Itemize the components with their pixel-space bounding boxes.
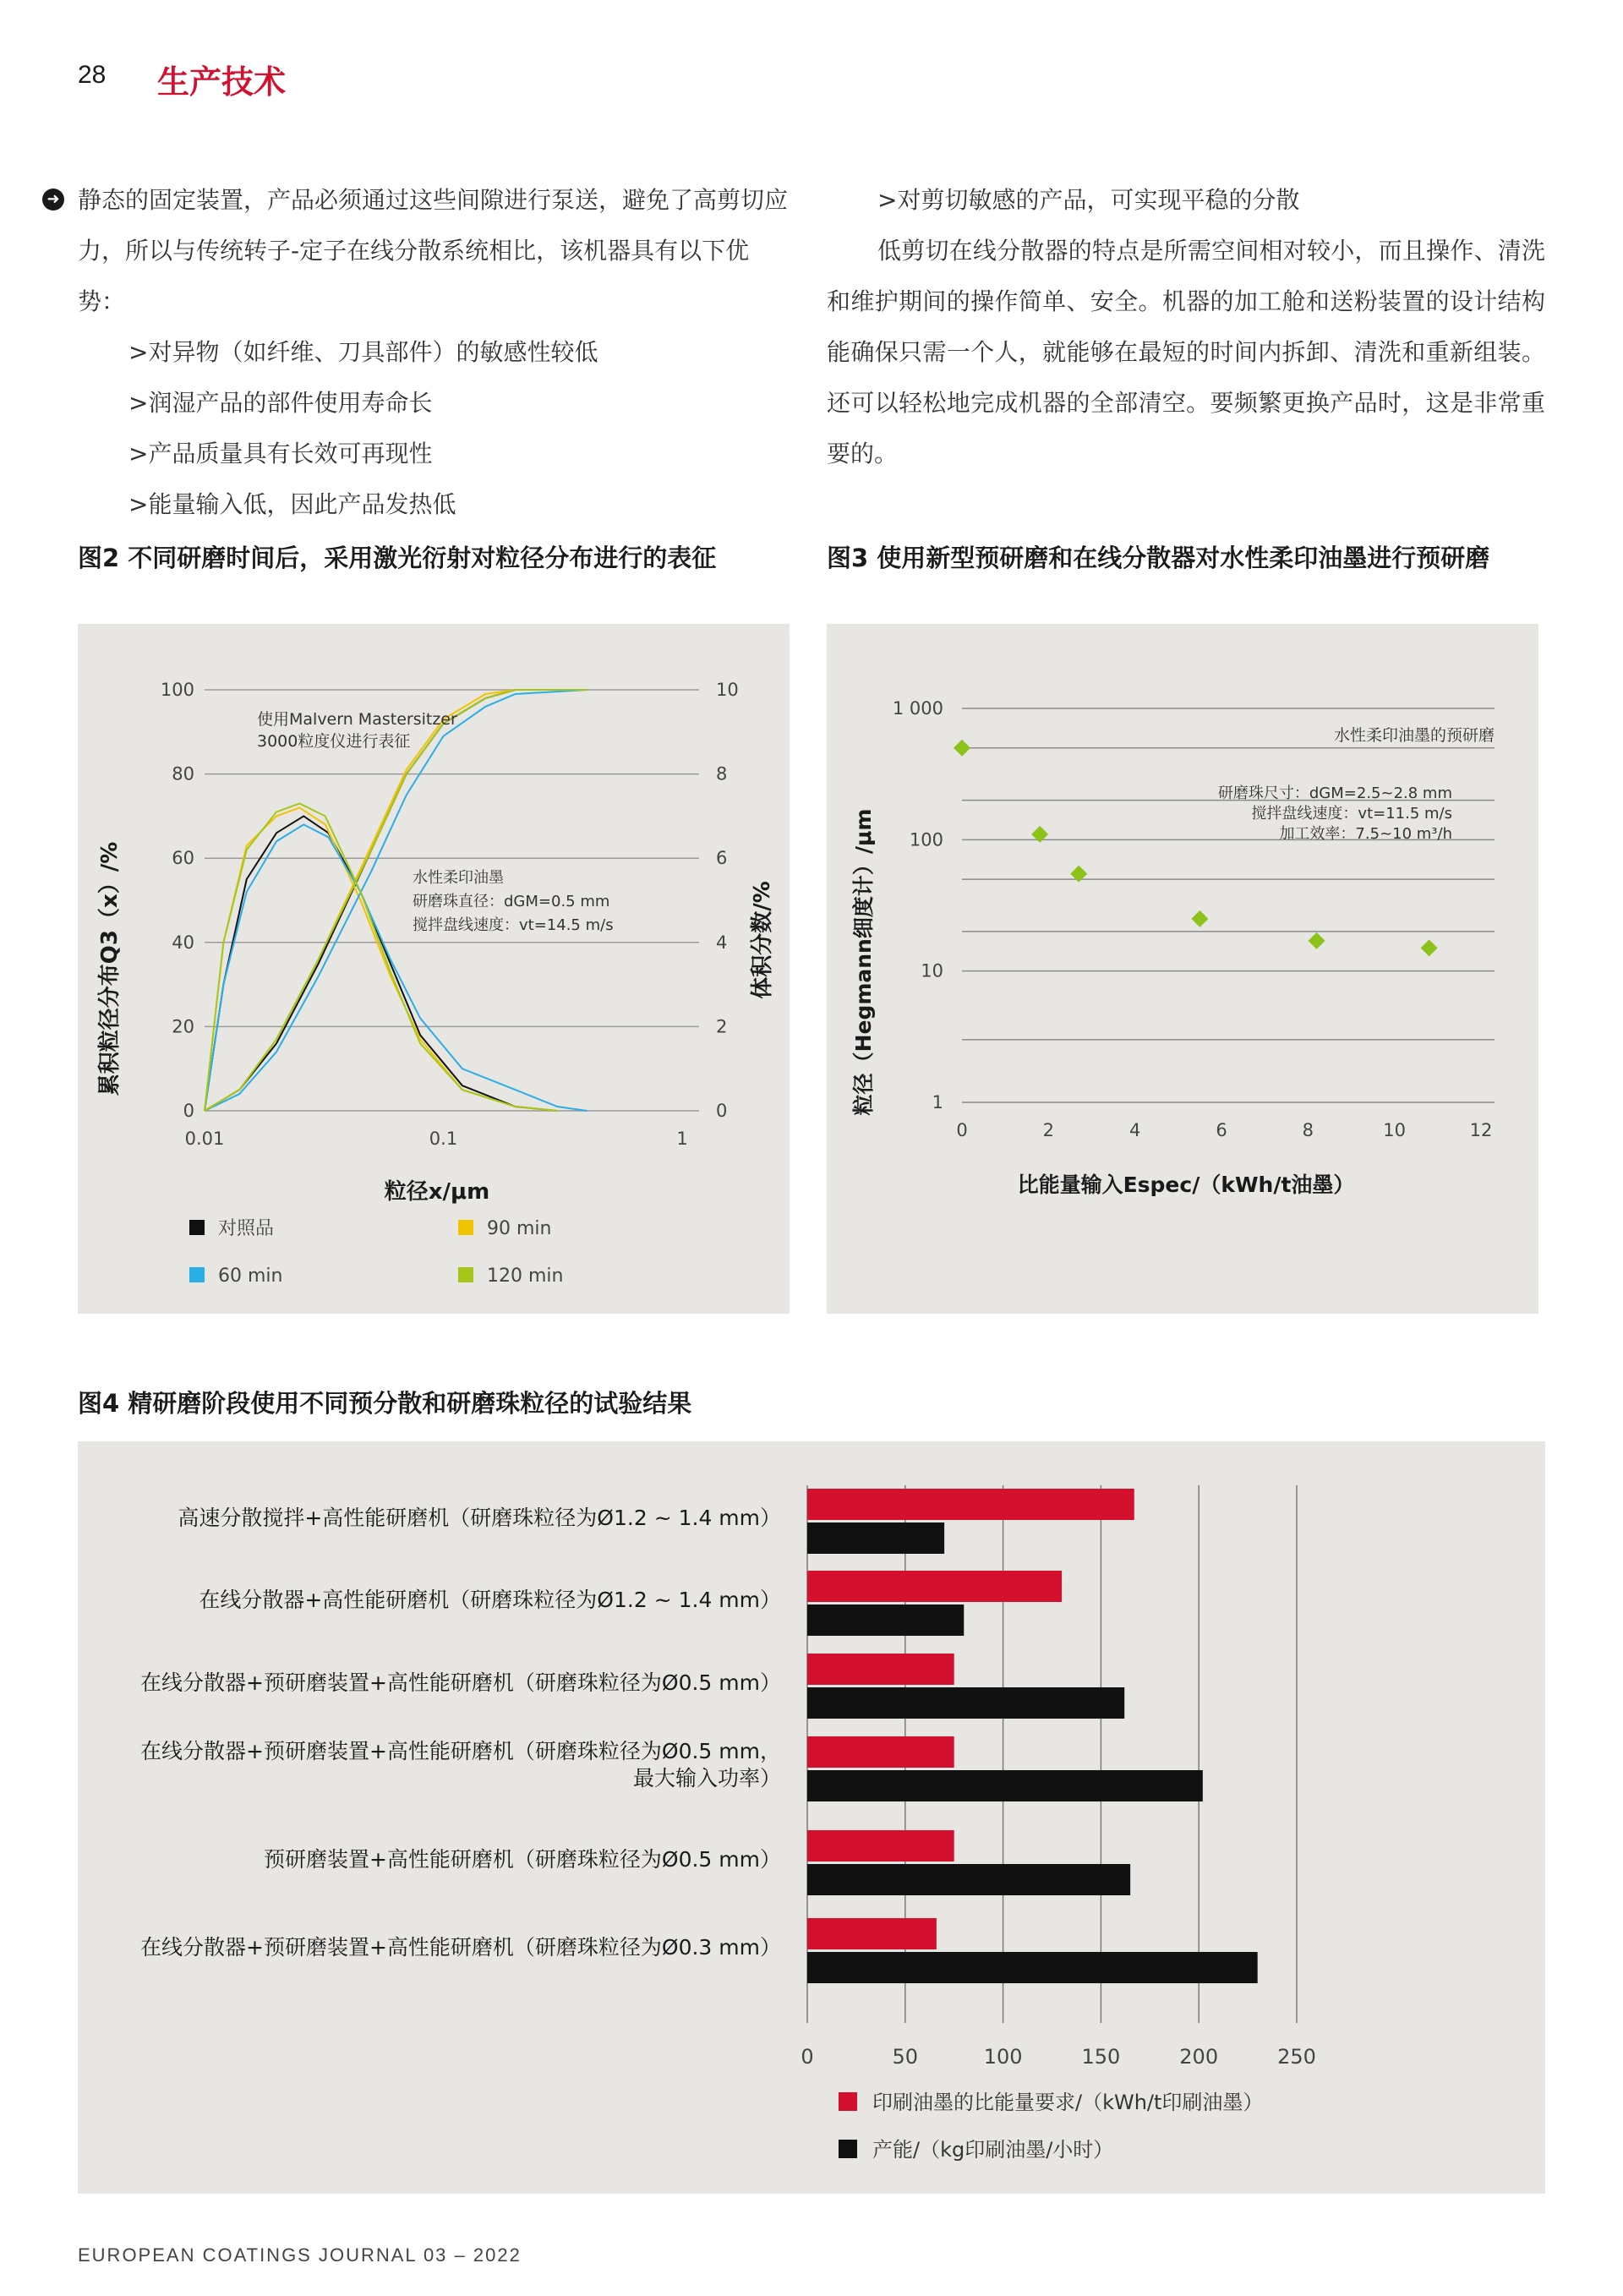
- body-paragraph: 低剪切在线分散器的特点是所需空间相对较小，而且操作、清洗和维护期间的操作简单、安全。机器的加工舱和送粉装置的设计结构能确保只需一个人，就能够在最短的时间内拆卸、清洗和重新组装。还可以轻松地完成机器的全部清空。要频繁更换产品时，这是非常重要的。: [827, 237, 1545, 467]
- x-tick-label: 8: [1302, 1120, 1314, 1140]
- y2-tick-label: 0: [716, 1101, 728, 1121]
- y-tick-label: 100: [160, 680, 194, 700]
- bullet-item: >对剪切敏感的产品，可实现平稳的分散: [877, 186, 1300, 214]
- x-tick-label: 0: [801, 2045, 814, 2069]
- fig3-panel: [827, 624, 1538, 1314]
- data-point: [954, 740, 970, 757]
- fig2-x-axis-label: 粒径x/μm: [384, 1179, 490, 1205]
- section-title: 生产技术: [157, 63, 287, 101]
- bullet-item: >润湿产品的部件使用寿命长: [128, 389, 433, 417]
- category-label: 在线分散器+预研磨装置+高性能研磨机（研磨珠粒径为Ø0.5 mm）: [140, 1670, 781, 1695]
- bar: [807, 1604, 964, 1636]
- legend-label: 60 min: [218, 1266, 283, 1287]
- fig3-caption: 图3 使用新型预研磨和在线分散器对水性柔印油墨进行预研磨: [827, 544, 1490, 572]
- y-tick-label: 10: [921, 960, 943, 981]
- fig4-chart: [78, 1441, 1545, 2194]
- x-tick-label: 0.1: [429, 1129, 458, 1149]
- body-right: [827, 175, 1545, 479]
- fig2-panel: [78, 624, 790, 1314]
- legend-swatch: [189, 1267, 205, 1282]
- fig2-annotation: 3000粒度仪进行表征: [257, 732, 411, 751]
- category-label: 高速分散搅拌+高性能研磨机（研磨珠粒径为Ø1.2 ~ 1.4 mm）: [178, 1506, 781, 1530]
- y-tick-label: 0: [183, 1101, 194, 1121]
- y2-tick-label: 10: [716, 680, 739, 700]
- legend-swatch: [189, 1220, 205, 1235]
- fig2-annotation: 水性柔印油墨: [413, 869, 504, 887]
- fig3-annotation: 加工效率：7.5~10 m³/h: [1279, 825, 1452, 843]
- bullet-item: >能量输入低，因此产品发热低: [128, 490, 456, 518]
- bullet-item: >产品质量具有长效可再现性: [128, 440, 433, 467]
- x-tick-label: 0.01: [184, 1129, 225, 1149]
- fig4-caption: 图4 精研磨阶段使用不同预分散和研磨珠粒径的试验结果: [78, 1389, 692, 1418]
- fig4-panel: [78, 1441, 1545, 2194]
- y-tick-label: 20: [172, 1016, 194, 1037]
- data-point: [1421, 939, 1438, 956]
- y2-tick-label: 4: [716, 932, 728, 953]
- category-label: 在线分散器+预研磨装置+高性能研磨机（研磨珠粒径为Ø0.5 mm，: [140, 1739, 781, 1763]
- x-tick-label: 4: [1128, 1120, 1141, 1140]
- bar: [807, 1736, 954, 1768]
- x-tick-label: 150: [1081, 2045, 1121, 2069]
- x-tick-label: 100: [983, 2045, 1023, 2069]
- x-tick-label: 1: [676, 1129, 688, 1149]
- fig3-chart: [827, 624, 1538, 1314]
- y-tick-label: 1 000: [892, 698, 943, 719]
- fig3-annotation: 研磨珠尺寸：dGM=2.5~2.8 mm: [1217, 784, 1452, 802]
- bar: [807, 1918, 937, 1949]
- legend-label: 印刷油墨的比能量要求/（kWh/t印刷油墨）: [872, 2091, 1264, 2114]
- bar: [807, 1770, 1203, 1801]
- legend-label: 产能/（kg印刷油墨/小时）: [872, 2138, 1114, 2162]
- x-tick-label: 2: [1042, 1120, 1055, 1140]
- data-point: [1191, 910, 1208, 927]
- fig2-annotation: 研磨珠直径：dGM=0.5 mm: [413, 893, 610, 910]
- category-label: 在线分散器+预研磨装置+高性能研磨机（研磨珠粒径为Ø0.3 mm）: [140, 1935, 781, 1960]
- category-label: 最大输入功率）: [632, 1766, 781, 1790]
- bar: [807, 1571, 1062, 1602]
- y2-tick-label: 6: [716, 848, 728, 869]
- fig3-annotation-title: 水性柔印油墨的预研磨: [1333, 726, 1495, 745]
- fig3-y-axis-label: 粒径（Hegmann细度计）/μm: [851, 808, 876, 1116]
- body-left: [46, 175, 796, 530]
- page-number: 28: [78, 61, 107, 89]
- x-tick-label: 12: [1469, 1120, 1493, 1140]
- arrow-bullet-icon: ➜: [42, 189, 64, 210]
- bar: [807, 1522, 944, 1554]
- y2-tick-label: 8: [716, 763, 728, 784]
- fig3-annotation: 搅拌盘线速度：vt=11.5 m/s: [1251, 805, 1452, 823]
- x-tick-label: 10: [1383, 1120, 1407, 1140]
- data-point: [1309, 932, 1325, 949]
- bar: [807, 1489, 1134, 1520]
- fig2-caption: 图2 不同研磨时间后，采用激光衍射对粒径分布进行的表征: [78, 544, 717, 572]
- fig2-y2-axis-label: 体积分数/%: [750, 881, 775, 999]
- legend-label: 对照品: [218, 1218, 275, 1239]
- fig3-x-axis-label: 比能量输入Espec/（kWh/t油墨）: [1017, 1173, 1355, 1197]
- category-label: 在线分散器+高性能研磨机（研磨珠粒径为Ø1.2 ~ 1.4 mm）: [199, 1588, 781, 1612]
- y2-tick-label: 2: [716, 1016, 728, 1037]
- bar: [807, 1864, 1130, 1895]
- bar: [807, 1830, 954, 1861]
- bar: [807, 1952, 1258, 1983]
- bar: [807, 1654, 954, 1685]
- y-tick-label: 60: [172, 848, 194, 869]
- y-tick-label: 40: [172, 932, 194, 953]
- x-tick-label: 250: [1277, 2045, 1316, 2069]
- legend-swatch: [839, 2140, 857, 2158]
- fig2-annotation: 使用Malvern Mastersitzer: [257, 710, 457, 729]
- fig2-chart: [78, 624, 790, 1314]
- category-label: 预研磨装置+高性能研磨机（研磨珠粒径为Ø0.5 mm）: [263, 1847, 781, 1872]
- legend-swatch: [458, 1267, 473, 1282]
- fig2-annotation: 搅拌盘线速度：vt=14.5 m/s: [413, 916, 614, 934]
- body-line: 静态的固定装置，产品必须通过这些间隙进行泵送，避免了高剪切应: [78, 186, 789, 214]
- bullet-item: >对异物（如纤维、刀具部件）的敏感性较低: [128, 338, 598, 366]
- y-tick-label: 100: [909, 829, 943, 850]
- bar: [807, 1687, 1124, 1719]
- y-tick-label: 80: [172, 763, 194, 784]
- x-tick-label: 0: [956, 1120, 968, 1140]
- x-tick-label: 6: [1216, 1120, 1227, 1140]
- body-line: 力，所以与传统转子-定子在线分散系统相比，该机器具有以下优势：: [78, 237, 750, 315]
- legend-swatch: [458, 1220, 473, 1235]
- legend-swatch: [839, 2092, 857, 2111]
- fig2-y-axis-label: 累积粒径分布Q3（x）/%: [97, 841, 123, 1096]
- legend-label: 120 min: [487, 1266, 564, 1287]
- x-tick-label: 200: [1179, 2045, 1219, 2069]
- y-tick-label: 1: [932, 1092, 943, 1112]
- footer-journal: EUROPEAN COATINGS JOURNAL 03 – 2022: [78, 2244, 522, 2266]
- x-tick-label: 50: [892, 2045, 919, 2069]
- legend-label: 90 min: [487, 1218, 552, 1239]
